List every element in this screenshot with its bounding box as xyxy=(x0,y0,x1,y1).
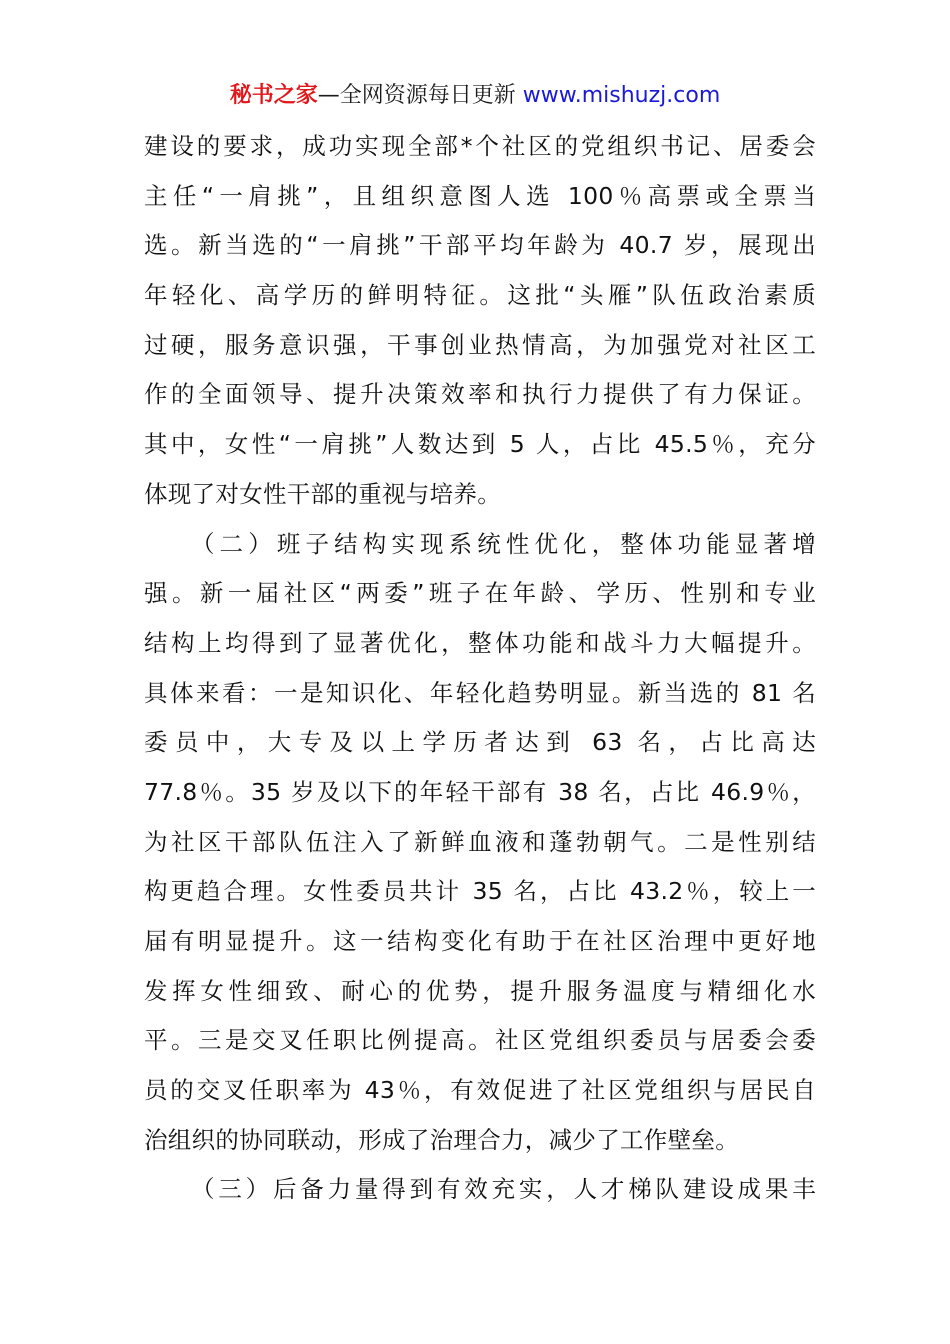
text-line: 主任“一肩挑”，且组织意图人选 100％高票或全票当 xyxy=(144,181,816,210)
text-line: 平。三是交叉任职比例提高。社区党组织委员与居委会委 xyxy=(144,1026,816,1055)
document-body xyxy=(144,122,816,1215)
text-line: 构更趋合理。女性委员共计 35 名，占比 43.2％，较上一 xyxy=(144,877,816,906)
text-line: 强。新一届社区“两委”班子在年龄、学历、性别和专业 xyxy=(144,579,816,608)
page-header xyxy=(0,80,950,112)
text-line: 作的全面领导、提升决策效率和执行力提供了有力保证。 xyxy=(144,380,816,409)
text-line: 届有明显提升。这一结构变化有助于在社区治理中更好地 xyxy=(144,927,816,955)
site-url-link[interactable]: www.mishuzj.com xyxy=(522,83,721,108)
text-line: 体现了对女性干部的重视与培养。 xyxy=(144,479,501,508)
section-heading-line: （二）班子结构实现系统性优化，整体功能显著增 xyxy=(191,529,816,558)
text-line: 具体来看：一是知识化、年轻化趋势明显。新当选的 81 名 xyxy=(144,678,816,707)
text-line: 其中，女性“一肩挑”人数达到 5 人，占比 45.5％，充分 xyxy=(144,430,816,459)
text-line: 建设的要求，成功实现全部*个社区的党组织书记、居委会 xyxy=(144,132,816,160)
header-tagline: —全网资源每日更新 xyxy=(317,83,516,108)
brand-name: 秘书之家 xyxy=(229,83,318,108)
text-line: 治组织的协同联动，形成了治理合力，减少了工作壁垒。 xyxy=(144,1125,739,1154)
text-line: 选。新当选的“一肩挑”干部平均年龄为 40.7 岁，展现出 xyxy=(144,231,816,260)
text-line: 过硬，服务意识强，干事创业热情高，为加强党对社区工 xyxy=(144,330,816,359)
text-line: 年轻化、高学历的鲜明特征。这批“头雁”队伍政治素质 xyxy=(144,281,816,310)
text-line: 为社区干部队伍注入了新鲜血液和蓬勃朝气。二是性别结 xyxy=(144,827,816,856)
text-line: 员的交叉任职率为 43％，有效促进了社区党组织与居民自 xyxy=(144,1076,816,1105)
text-line: 77.8％。35 岁及以下的年轻干部有 38 名，占比 46.9％， xyxy=(144,777,816,806)
text-line: 发挥女性细致、耐心的优势，提升服务温度与精细化水 xyxy=(144,976,816,1005)
text-line: 结构上均得到了显著优化，整体功能和战斗力大幅提升。 xyxy=(144,628,816,657)
text-line: 委员中，大专及以上学历者达到 63 名，占比高达 xyxy=(144,728,816,757)
section-heading-line: （三）后备力量得到有效充实，人才梯队建设成果丰 xyxy=(191,1175,816,1204)
